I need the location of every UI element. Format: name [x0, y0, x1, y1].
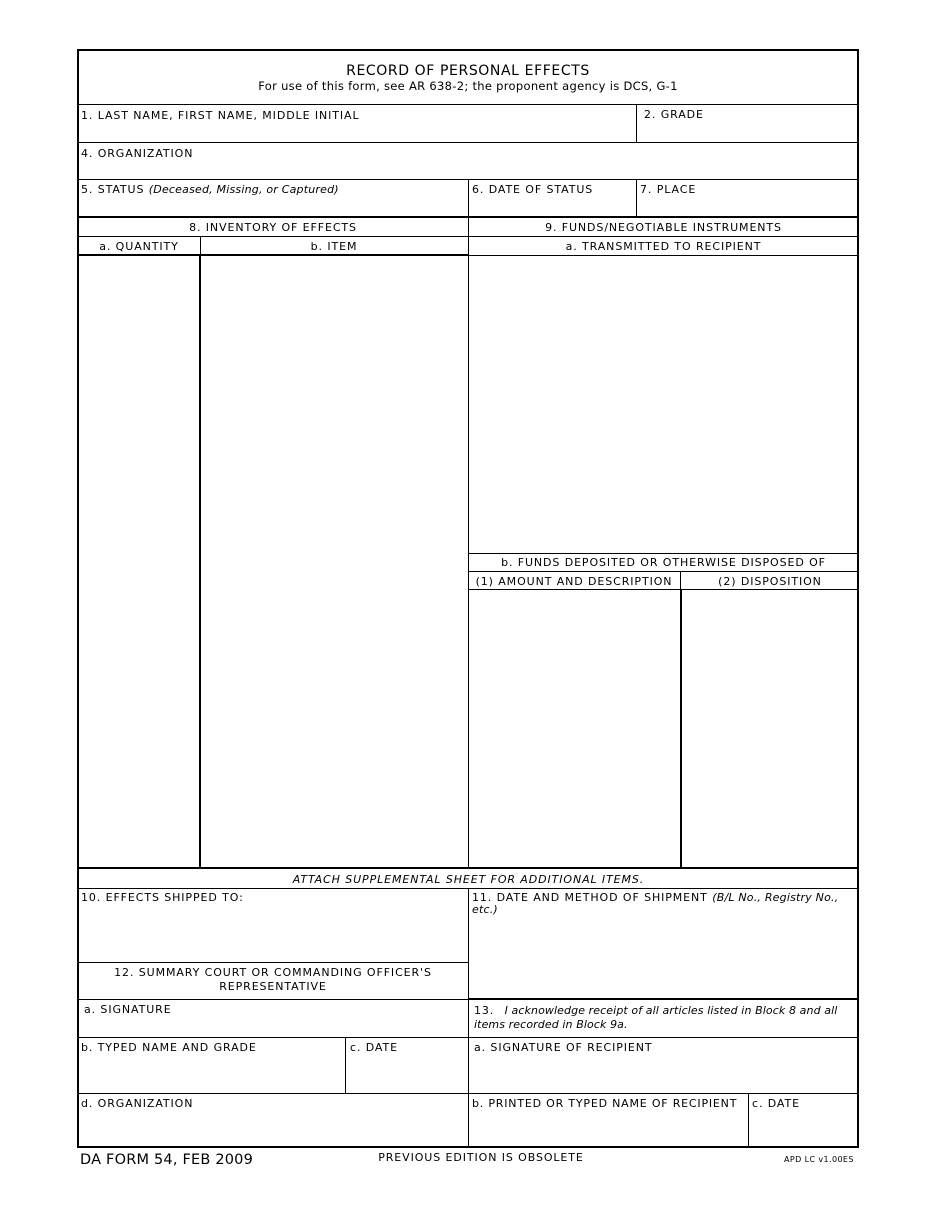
- inventory-of-effects-heading: 8. INVENTORY OF EFFECTS: [189, 221, 357, 234]
- previous-edition-note: PREVIOUS EDITION IS OBSOLETE: [378, 1151, 584, 1164]
- amount-description-header: (1) AMOUNT AND DESCRIPTION: [475, 575, 673, 588]
- funds-heading: 9. FUNDS/NEGOTIABLE INSTRUMENTS: [545, 221, 782, 234]
- disposition-area[interactable]: [683, 591, 858, 866]
- divider: [78, 254, 468, 256]
- typed-name-grade-label: b. TYPED NAME AND GRADE: [81, 1041, 257, 1054]
- funds-deposited-header: b. FUNDS DEPOSITED OR OTHERWISE DISPOSED OF: [501, 556, 826, 569]
- divider: [468, 179, 469, 216]
- block-12-heading-line2: REPRESENTATIVE: [219, 980, 327, 993]
- acknowledge-text: I acknowledge receipt of all articles listed in Block 8 and all: [504, 1004, 838, 1017]
- block-12-heading-line1: 12. SUMMARY COURT OR COMMANDING OFFICER'S: [114, 966, 432, 979]
- version-code: APD LC v1.00ES: [784, 1155, 854, 1164]
- date-method-shipment-label: [472, 891, 838, 904]
- acknowledge-line1: [474, 1004, 837, 1017]
- form-subtitle: For use of this form, see AR 638-2; the proponent agency is DCS, G-1: [258, 79, 678, 93]
- date-of-status-label: 6. DATE OF STATUS: [472, 183, 594, 196]
- divider: [468, 255, 859, 256]
- place-field[interactable]: [638, 197, 858, 215]
- divider: [468, 571, 859, 572]
- divider: [468, 998, 859, 1000]
- last-name-field[interactable]: [79, 122, 635, 141]
- effects-shipped-to-label: 10. EFFECTS SHIPPED TO:: [81, 891, 244, 904]
- officer-signature-field[interactable]: [79, 1017, 467, 1036]
- disposition-header: (2) DISPOSITION: [718, 575, 822, 588]
- status-label-text: 5. STATUS: [81, 183, 145, 196]
- form-number: DA FORM 54, FEB 2009: [80, 1152, 254, 1168]
- item-area[interactable]: [202, 257, 467, 866]
- date-method-shipment-note-cont: etc.): [472, 903, 498, 916]
- recipient-date-label: c. DATE: [752, 1097, 800, 1110]
- divider: [468, 589, 859, 590]
- date-method-shipment-text: 11. DATE AND METHOD OF SHIPMENT: [472, 891, 708, 904]
- item-column-header: b. ITEM: [310, 240, 358, 253]
- organization-label: 4. ORGANIZATION: [81, 147, 194, 160]
- divider: [680, 589, 682, 867]
- transmitted-to-recipient-area[interactable]: [470, 257, 858, 552]
- date-of-status-field[interactable]: [470, 197, 635, 215]
- status-note: (Deceased, Missing, or Captured): [148, 183, 339, 196]
- effects-shipped-to-field[interactable]: [79, 905, 467, 961]
- status-label: [81, 183, 339, 196]
- divider: [636, 104, 637, 142]
- divider: [78, 142, 859, 143]
- recipient-name-field[interactable]: [470, 1111, 747, 1146]
- divider: [468, 216, 469, 867]
- divider: [78, 999, 468, 1000]
- divider: [468, 888, 469, 1147]
- divider: [78, 962, 468, 963]
- date-method-shipment-note: (B/L No., Registry No.,: [712, 891, 839, 904]
- divider: [468, 553, 859, 554]
- typed-name-grade-field[interactable]: [79, 1055, 344, 1092]
- form-title: RECORD OF PERSONAL EFFECTS: [346, 63, 590, 79]
- officer-date-field[interactable]: [347, 1055, 467, 1092]
- recipient-signature-field[interactable]: [470, 1055, 858, 1092]
- divider: [78, 104, 859, 105]
- grade-field[interactable]: [638, 122, 858, 141]
- divider: [199, 255, 201, 867]
- recipient-date-field[interactable]: [750, 1111, 858, 1146]
- acknowledge-line2: items recorded in Block 9a.: [474, 1018, 628, 1031]
- divider: [636, 179, 637, 216]
- date-method-shipment-field[interactable]: [470, 917, 858, 997]
- transmitted-to-recipient-header: a. TRANSMITTED TO RECIPIENT: [565, 240, 762, 253]
- officer-date-label: c. DATE: [350, 1041, 398, 1054]
- block-13-number: 13.: [474, 1004, 495, 1017]
- recipient-signature-label: a. SIGNATURE OF RECIPIENT: [474, 1041, 653, 1054]
- officer-signature-label: a. SIGNATURE: [84, 1003, 172, 1016]
- officer-organization-label: d. ORGANIZATION: [81, 1097, 194, 1110]
- organization-field[interactable]: [79, 160, 858, 178]
- quantity-column-header: a. QUANTITY: [99, 240, 179, 253]
- officer-organization-field[interactable]: [79, 1111, 467, 1146]
- recipient-name-label: b. PRINTED OR TYPED NAME OF RECIPIENT: [472, 1097, 738, 1110]
- amount-description-area[interactable]: [470, 591, 679, 866]
- quantity-area[interactable]: [79, 257, 198, 866]
- last-name-label: 1. LAST NAME, FIRST NAME, MIDDLE INITIAL: [81, 109, 360, 122]
- divider: [748, 1093, 749, 1147]
- attach-supplemental-note: ATTACH SUPPLEMENTAL SHEET FOR ADDITIONAL ITEMS.: [292, 873, 645, 886]
- divider: [78, 867, 859, 869]
- status-field[interactable]: [79, 197, 467, 215]
- grade-label: 2. GRADE: [644, 108, 704, 121]
- divider: [345, 1037, 346, 1093]
- place-label: 7. PLACE: [640, 183, 697, 196]
